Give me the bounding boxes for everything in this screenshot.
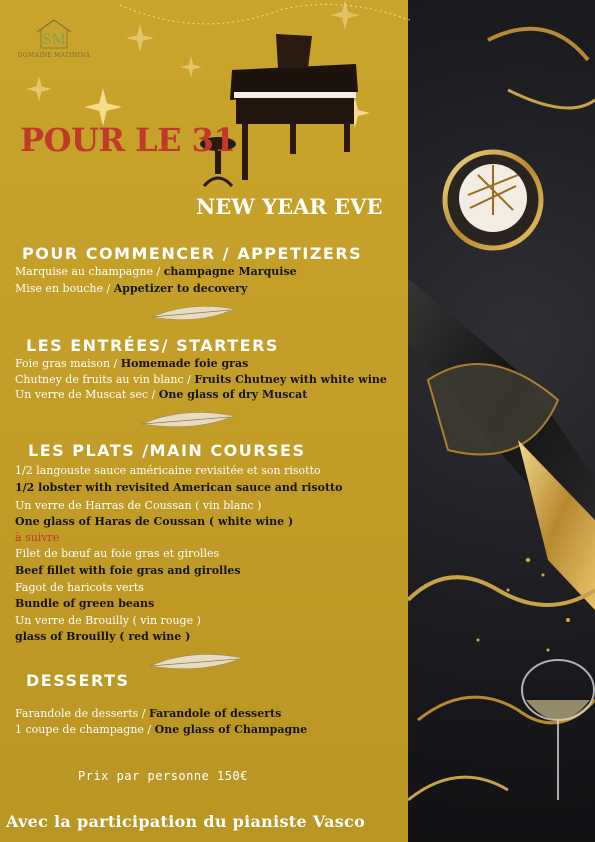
menu-item-en: champagne Marquise [163, 265, 297, 278]
section-title-appetizers: POUR COMMENCER / APPETIZERS [22, 244, 363, 263]
page-subtitle: NEW YEAR EVE [196, 194, 383, 219]
menu-item [15, 724, 307, 735]
menu-item-fr: Farandole de desserts / [15, 707, 149, 720]
menu-item [15, 374, 387, 385]
feather-divider-icon [140, 406, 236, 434]
menu-item [15, 283, 247, 294]
section-title-desserts: DESSERTS [26, 671, 130, 690]
menu-item-en: One glass of dry Muscat [158, 388, 308, 401]
menu-item-en: One glass of Champagne [154, 723, 308, 736]
menu-item-en: Appetizer to decovery [113, 282, 248, 295]
menu-item: glass of Brouilly ( red wine ) [15, 630, 191, 643]
menu-item-fr: Foie gras maison / [15, 357, 121, 370]
logo [14, 18, 94, 59]
price-per-person: Prix par personne 150€ [78, 769, 248, 783]
menu-item: 1/2 langouste sauce américaine revisitée et son risotto [15, 464, 321, 477]
menu-item-en: Fruits Chutney with white wine [194, 373, 387, 386]
section-title-starters: LES ENTRÉES/ STARTERS [26, 336, 279, 355]
menu-item-fr: Mise en bouche / [15, 282, 114, 295]
page-title: POUR LE 31 [20, 121, 236, 159]
menu-item [15, 266, 297, 277]
menu-item-note: à suivre [15, 531, 60, 544]
feather-divider-icon [150, 301, 236, 327]
menu-item-fr: Chutney de fruits au vin blanc / [15, 373, 195, 386]
section-title-main-courses: LES PLATS /MAIN COURSES [28, 441, 306, 460]
menu-item [15, 708, 281, 719]
menu-item-fr: Marquise au champagne / [15, 265, 164, 278]
menu-item [15, 358, 248, 369]
decorative-photo [408, 0, 595, 842]
menu-item-en: Homemade foie gras [120, 357, 249, 370]
svg-text:SM: SM [42, 32, 66, 48]
star-icon [26, 76, 52, 102]
party-decoration-image [408, 0, 595, 842]
menu-item: 1/2 lobster with revisited American sauce and risotto [15, 481, 343, 494]
house-logo-icon [34, 18, 74, 50]
menu-item [15, 389, 307, 400]
menu-item-fr: Un verre de Muscat sec / [15, 388, 159, 401]
piano-illustration [196, 30, 366, 195]
menu-item: One glass of Haras de Coussan ( white wine ) [15, 515, 294, 528]
menu-item: Fagot de haricots verts [15, 581, 144, 594]
menu-item-fr: 1 coupe de champagne / [15, 723, 155, 736]
menu-item: Beef fillet with foie gras and girolles [15, 564, 241, 577]
feather-divider-icon [148, 648, 244, 676]
menu-item: Filet de bœuf au foie gras et girolles [15, 547, 220, 560]
menu-item: Bundle of green beans [15, 597, 155, 610]
logo-text: DOMAINE MATININA [17, 52, 91, 59]
menu-item-en: Farandole of desserts [148, 707, 282, 720]
menu-item: Un verre de Brouilly ( vin rouge ) [15, 614, 201, 627]
menu-item: Un verre de Harras de Coussan ( vin blanc ) [15, 499, 262, 512]
footer-pianist-note: Avec la participation du pianiste Vasco [6, 812, 366, 831]
